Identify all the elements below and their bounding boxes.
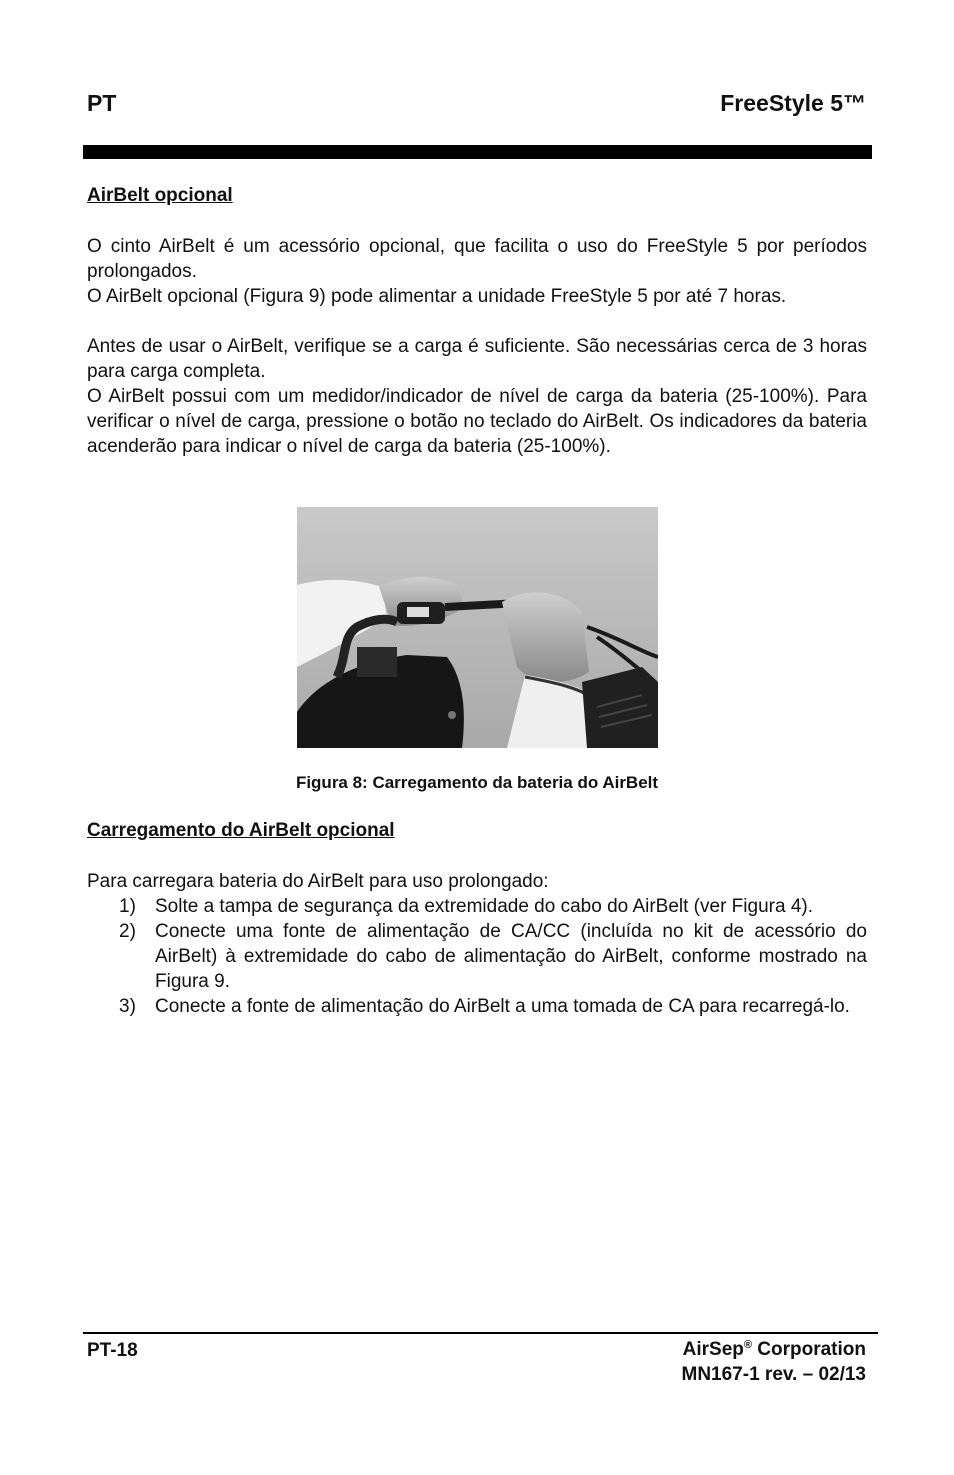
paragraph-4: O AirBelt possui com um medidor/indicador de nível de carga da bateria (25-100%). Para verificar o nível de carga, pressione o botão no teclado do AirBelt. Os indicadores da bateria acenderão para indicar o nível de carga da bateria (25-100%).: [87, 386, 867, 457]
section-title-charging: Carregamento do AirBelt opcional: [87, 820, 395, 841]
step-number: 1): [119, 896, 136, 917]
step-text: Conecte uma fonte de alimentação de CA/CC (incluída no kit de acessório do AirBelt) à extremidade do cabo de alimentação do AirBelt, conforme mostrado na Figura 9.: [155, 921, 867, 992]
section-title-airbelt: AirBelt opcional: [87, 185, 233, 206]
charging-steps-list: [87, 894, 867, 1019]
step-text: Conecte a fonte de alimentação do AirBelt a uma tomada de CA para recarregá-lo.: [155, 996, 850, 1017]
registered-mark: ®: [743, 1339, 752, 1351]
company-name: AirSep® Corporation: [682, 1339, 866, 1360]
list-item: [87, 994, 867, 1019]
list-item: [87, 919, 867, 994]
step-text: Solte a tampa de segurança da extremidade do cabo do AirBelt (ver Figura 4).: [155, 896, 813, 917]
airbelt-charging-photo: [297, 507, 658, 748]
step-number: 3): [119, 996, 136, 1017]
figure-caption: Figura 8: Carregamento da bateria do AirBelt: [295, 773, 659, 792]
header-language: PT: [87, 90, 117, 116]
footer-company-block: [682, 1337, 867, 1387]
header-product-title: FreeStyle 5™: [720, 90, 866, 116]
paragraph-3: Antes de usar o AirBelt, verifique se a carga é suficiente. São necessárias cerca de 3 horas para carga completa.: [87, 336, 867, 382]
step-number: 2): [119, 921, 136, 942]
paragraph-1: O cinto AirBelt é um acessório opcional, que facilita o uso do FreeStyle 5 por períodos prolongados.: [87, 236, 867, 282]
charging-intro: Para carregara bateria do AirBelt para uso prolongado:: [87, 871, 549, 892]
footer-divider: [83, 1332, 878, 1334]
list-item: [87, 894, 867, 919]
header-divider-bar: [83, 145, 872, 159]
document-revision: MN167-1 rev. – 02/13: [681, 1364, 866, 1385]
paragraph-2: O AirBelt opcional (Figura 9) pode alimentar a unidade FreeStyle 5 por até 7 horas.: [87, 286, 787, 307]
page-number: PT-18: [87, 1340, 138, 1361]
